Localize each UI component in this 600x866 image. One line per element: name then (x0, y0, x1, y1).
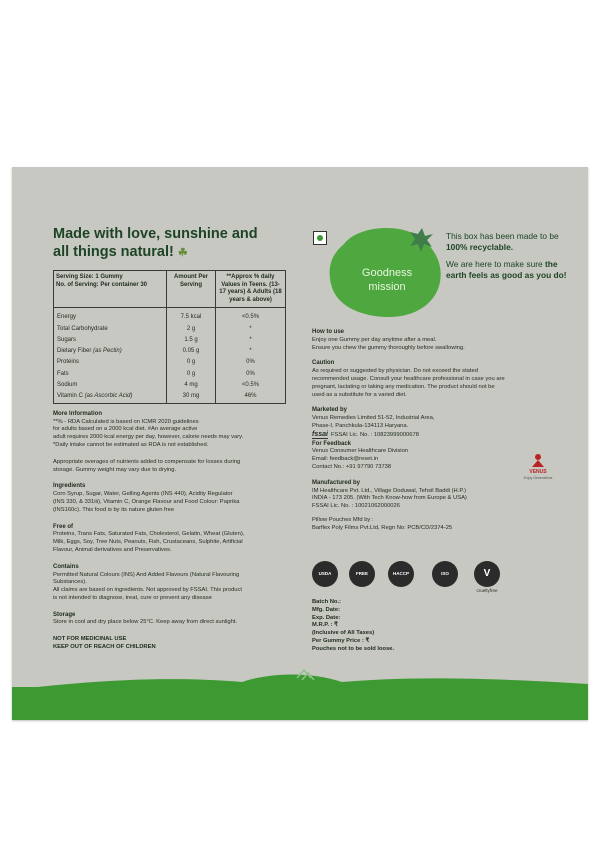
nutrition-table (53, 270, 286, 404)
table-row: Sodium 4 mg <0.5% (54, 380, 286, 391)
table-row: Vitamin C (as Ascorbic Acid) 30 mg 46% (54, 391, 286, 403)
headline-line1: Made with love, sunshine and (53, 226, 258, 242)
rda-header: **Approx % daily Values in Teens. (13-17 years) & Adults (18 years & above) (216, 271, 286, 308)
batch-details: Batch No.: Mfg. Date: Exp. Date: M.R.P. : ₹ (Inclusive of All Taxes) Per Gummy Price : ₹ Pouches not to be sold loose. (312, 599, 395, 652)
table-row: Dietary Fiber (as Pectin) 0.05 g * (54, 346, 286, 357)
right-column (312, 329, 577, 533)
table-row: Sugars 1.5 g * (54, 335, 286, 346)
free-of: Free of Proteins, Trans Fats, Saturated Fats, Cholesterol, Gelatin, Wheat (Gluten), Milk, Eggs, Soy, Tree Nuts, Peanuts, Fish, Crustaceans, Sulphite, Artificial Flavour, Animal derivatives and Preservatives. (53, 523, 245, 553)
iso-icon: ISO (432, 561, 458, 587)
ingredients: Ingredients Corn Syrup, Sugar, Water, Gelling Agents (INS 440), Acidity Regulator (INS 330, & 331iii), Vitamin C, Orange Flavour and Food Colour: Paprika (INS160c). This food is by its nature gluten free (53, 483, 240, 513)
how-to-use: How to use Enjoy one Gummy per day anytime after a meal. Ensure you chew the gummy thoroughly before swallowing. (312, 329, 465, 351)
table-header-row (54, 271, 286, 308)
fssai-logo: fssai (312, 430, 328, 438)
pillow-pouches: Pillow Pouches Mfd by : Barflex Poly Films Pvt.Ltd, Regn No: PCB/CD/2374-25 (312, 516, 453, 531)
overages-note: Appropriate overages of nutrients added to compensate for losses during storage. Gummy weight may vary due to drying. (53, 458, 241, 473)
manufactured-by: Manufactured by IM Healthcare Pvt. Ltd., Village Doduwal, Tehsil Baddi (H.P.) INDIA - 173 205. (With Tech Know-how from Europe & USA) FSSAI Lic. No. : 10021062000026 (312, 479, 467, 510)
venus-figure-icon (530, 453, 546, 467)
cruelty-free-icon: V (474, 561, 500, 587)
leaf-icon: ☘ (177, 247, 188, 259)
venus-logo: VENUS Enjoy Generations (522, 453, 554, 481)
left-column (53, 225, 293, 652)
table-row: Total Carbohydrate 2 g * (54, 324, 286, 335)
back-panel (12, 167, 588, 720)
storage: Storage Store in cool and dry place below 25°C. Keep away from direct sunlight. (53, 611, 238, 626)
certification-badges (312, 561, 547, 593)
table-row: Energy 7.5 kcal <0.5% (54, 312, 286, 323)
haccp-icon: HACCP (388, 561, 414, 587)
serving-size: Serving Size: 1 Gummy (56, 274, 123, 280)
recyclable-message: This box has been made to be 100% recyclable. We are here to make sure the earth feels as good as you do! (446, 231, 567, 280)
caution: Caution As required or suggested by physician. Do not exceed the stated recommended usage. Consult your healthcare professional in case you are pregnant, lactating or taking any medication. The product should not be used as a substitute for a varied diet. (312, 360, 505, 398)
amount-header: Amount Per Serving (167, 271, 216, 308)
table-row: Proteins 0 g 0% (54, 358, 286, 369)
headline (53, 225, 293, 262)
serving-header (54, 271, 167, 308)
serving-count: No. of Serving: Per container 30 (56, 281, 148, 288)
veg-mark-icon (313, 231, 327, 245)
usda-organic-icon: USDA (312, 561, 338, 587)
green-footer-band (12, 687, 588, 720)
marketed-by: Marketed by Venus Remedies Limited 51-52, Industrial Area, Phase-I, Panchkula-134113 Haryana. fssai FSSAI Lic. No. : 10823999000678 (312, 407, 435, 438)
contains: Contains Permitted Natural Colours (INS) And Added Flavours (Natural Flavouring Substances). All claims are based on ingredients. Not approved by FSSAI. This product is not intended to diagnose, treat, cure or prevent any disease (53, 563, 243, 601)
headline-line2: all things natural! (53, 244, 174, 260)
cruelty-free-label: crueltyfree (476, 588, 498, 593)
warnings: NOT FOR MEDICINAL USE KEEP OUT OF REACH OF CHILDREN (53, 636, 156, 651)
more-information: More Information **% - RDA Calculated is based on ICMR 2020 guidelines for adults based on a 2000 kcal diet. #An average active adult requires 2000 kcal energy per day, however, calorie needs may vary. *Daily intake cannot be estimated as RDA is not established. (53, 410, 244, 448)
table-row: Fats 0 g 0% (54, 369, 286, 380)
feedback: For Feedback Venus Consumer Healthcare Division Email: feedback@reset.in Contact No.: +91 97790 73738 (312, 440, 409, 470)
goodness-mission-title: Goodness mission (361, 267, 413, 293)
allergen-free-icon: FREE (349, 561, 375, 587)
